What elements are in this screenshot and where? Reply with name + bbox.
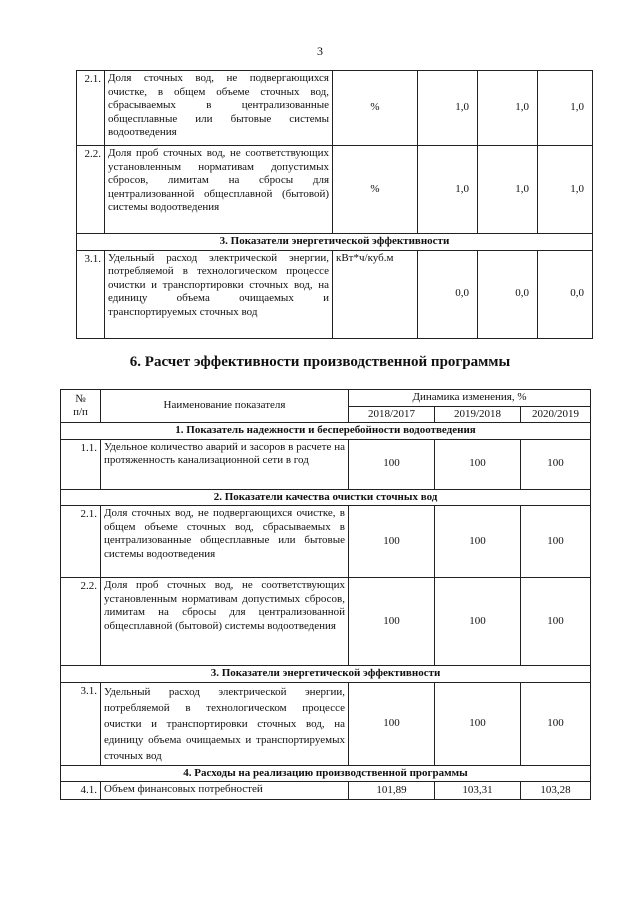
section-row xyxy=(77,234,593,251)
section-row xyxy=(61,666,591,683)
header-year: 2020/2019 xyxy=(521,406,591,423)
value-cell: 1,0 xyxy=(418,146,478,234)
value-cell: 100 xyxy=(521,682,591,765)
row-number: 2.1. xyxy=(61,506,101,578)
value-cell: 100 xyxy=(435,506,521,578)
row-number: 1.1. xyxy=(61,439,101,489)
table-row xyxy=(61,506,591,578)
value-cell: 0,0 xyxy=(538,250,593,338)
section-title: 3. Показатели энергетической эффективности xyxy=(77,234,593,251)
value-cell: 103,31 xyxy=(435,782,521,800)
value-cell: 100 xyxy=(435,439,521,489)
value-cell: 100 xyxy=(435,682,521,765)
row-number: 4.1. xyxy=(61,782,101,800)
section-heading: 6. Расчет эффективности производственной программы xyxy=(129,354,511,370)
unit-cell: % xyxy=(333,146,418,234)
value-cell: 103,28 xyxy=(521,782,591,800)
table-row xyxy=(77,250,593,338)
table-row xyxy=(61,782,591,800)
header-row xyxy=(61,390,591,407)
indicator-name: Удельный расход электрической энергии, потребляемой в технологическом процессе очистки и транспортировки сточных вод, на единицу объема очищаемых и транспортируемых сточных вод xyxy=(105,250,333,338)
header-year: 2019/2018 xyxy=(435,406,521,423)
table-row xyxy=(61,578,591,666)
row-number: 3.1. xyxy=(61,682,101,765)
header-number xyxy=(61,390,101,423)
row-number: 2.1. xyxy=(77,71,105,146)
indicator-name: Доля проб сточных вод, не соответствующих установленным нормативам допустимых сбросов, лимитам на сбросы для централизованной общесплавной (бытовой) системы водоотведения xyxy=(105,146,333,234)
value-cell: 101,89 xyxy=(349,782,435,800)
indicator-name: Удельный расход электрической энергии, потребляемой в технологическом процессе очистки и транспортировки сточных вод, на единицу объема очищаемых и транспортируемых сточных вод xyxy=(101,682,349,765)
indicator-name: Доля сточных вод, не подвергающихся очистке, в общем объеме сточных вод, сбрасываемых в централизованные общесплавные или бытовые системы водоотведения xyxy=(101,506,349,578)
section-row xyxy=(61,489,591,506)
indicator-name: Объем финансовых потребностей xyxy=(101,782,349,800)
indicator-name: Доля проб сточных вод, не соответствующих установленным нормативам допустимых сбросов, лимитам на сбросы для централизованной общесплавной (бытовой) системы водоотведения xyxy=(101,578,349,666)
table-row xyxy=(77,71,593,146)
indicators-table-continued xyxy=(76,70,593,339)
value-cell: 100 xyxy=(521,439,591,489)
row-number: 2.2. xyxy=(77,146,105,234)
unit-cell: кВт*ч/куб.м xyxy=(333,250,418,338)
value-cell: 0,0 xyxy=(418,250,478,338)
value-cell: 100 xyxy=(349,439,435,489)
value-cell: 100 xyxy=(521,506,591,578)
section-title: 1. Показатель надежности и бесперебойности водоотведения xyxy=(61,423,591,440)
value-cell: 1,0 xyxy=(478,146,538,234)
row-number: 3.1. xyxy=(77,250,105,338)
efficiency-table xyxy=(60,389,591,800)
header-dynamics: Динамика изменения, % xyxy=(349,390,591,407)
indicator-name: Удельное количество аварий и засоров в расчете на протяженность канализационной сети в год xyxy=(101,439,349,489)
table-row xyxy=(77,146,593,234)
section-row xyxy=(61,765,591,782)
page-number: 3 xyxy=(317,44,323,58)
value-cell: 1,0 xyxy=(538,71,593,146)
section-title: 4. Расходы на реализацию производственной программы xyxy=(61,765,591,782)
value-cell: 100 xyxy=(349,578,435,666)
indicator-name: Доля сточных вод, не подвергающихся очистке, в общем объеме сточных вод, сбрасываемых в централизованные общесплавные или бытовые системы водоотведения xyxy=(105,71,333,146)
table-row xyxy=(61,439,591,489)
header-indicator-name: Наименование показателя xyxy=(101,390,349,423)
header-year: 2018/2017 xyxy=(349,406,435,423)
header-number-bottom: п/п xyxy=(73,406,88,418)
table-row xyxy=(61,682,591,765)
value-cell: 1,0 xyxy=(538,146,593,234)
section-row xyxy=(61,423,591,440)
value-cell: 100 xyxy=(349,682,435,765)
row-number: 2.2. xyxy=(61,578,101,666)
value-cell: 0,0 xyxy=(478,250,538,338)
value-cell: 100 xyxy=(521,578,591,666)
section-title: 2. Показатели качества очистки сточных вод xyxy=(61,489,591,506)
section-title: 3. Показатели энергетической эффективности xyxy=(61,666,591,683)
value-cell: 100 xyxy=(435,578,521,666)
value-cell: 1,0 xyxy=(418,71,478,146)
value-cell: 1,0 xyxy=(478,71,538,146)
unit-cell: % xyxy=(333,71,418,146)
header-number-top: № xyxy=(75,392,86,405)
value-cell: 100 xyxy=(349,506,435,578)
